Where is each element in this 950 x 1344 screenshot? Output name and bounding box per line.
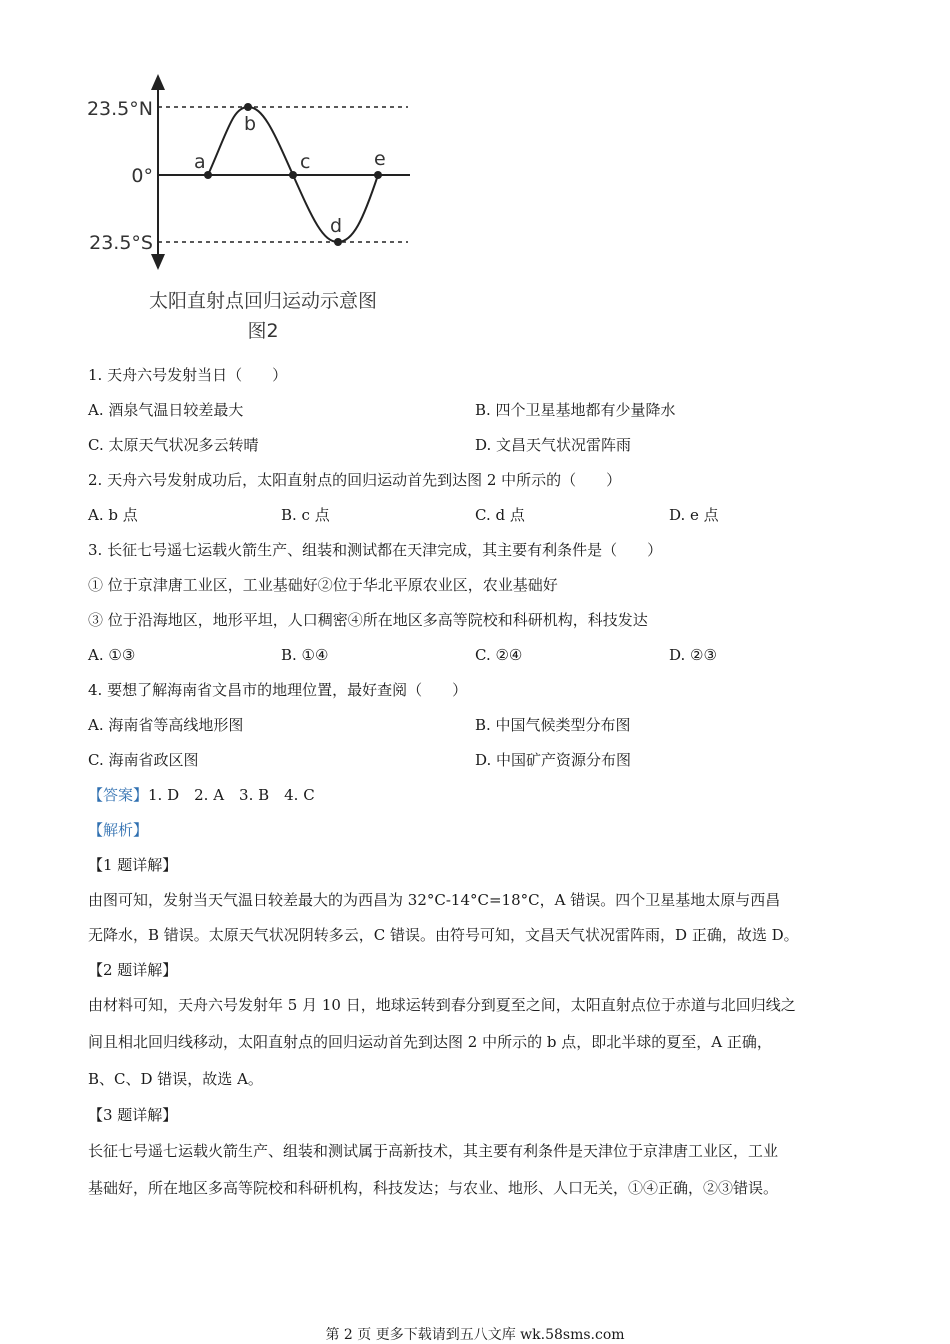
point-c [289, 171, 297, 179]
point-label-c: c [300, 151, 311, 173]
q3-option-a: A. ①③ [88, 646, 136, 664]
label-equator: 0° [131, 165, 153, 187]
analysis-tag: 【解析】 [88, 821, 149, 839]
analysis-q2-line-3: B、C、D 错误，故选 A。 [88, 1070, 263, 1088]
q4-option-a: A. 海南省等高线地形图 [88, 716, 244, 734]
analysis-q1-line-1: 由图可知，发射当天气温日较差最大的为西昌为 32°C-14°C=18°C，A 错误。四个卫星基地太原与西昌 [88, 891, 781, 909]
analysis-q3-line-1: 长征七号遥七运载火箭生产、组装和测试属于高新技术，其主要有利条件是天津位于京津唐工业区，工业 [88, 1142, 779, 1160]
q2-option-b: B. c 点 [281, 506, 330, 524]
point-label-a: a [194, 151, 206, 173]
analysis-q2-line-1: 由材料可知，天舟六号发射年 5 月 10 日，地球运转到春分到夏至之间，太阳直射点位于赤道与北回归线之 [88, 996, 796, 1014]
q1-option-a: A. 酒泉气温日较差最大 [88, 401, 244, 419]
q3-option-d: D. ②③ [669, 646, 717, 664]
point-e [374, 171, 382, 179]
figure-caption: 太阳直射点回归运动示意图 [148, 290, 377, 312]
axis-arrow-down [151, 254, 165, 270]
analysis-q1-title: 【1 题详解】 [88, 856, 178, 874]
q4-option-b: B. 中国气候类型分布图 [475, 716, 631, 734]
q3-statements-line-1: ① 位于京津唐工业区，工业基础好②位于华北平原农业区，农业基础好 [88, 576, 558, 594]
analysis-q3-title: 【3 题详解】 [88, 1106, 178, 1124]
question-1-stem: 1. 天舟六号发射当日（ ） [88, 366, 288, 384]
q2-option-a: A. b 点 [88, 506, 138, 524]
point-label-b: b [244, 113, 257, 135]
answer-line [88, 785, 315, 805]
page-footer: 第 2 页 更多下载请到五八文库 wk.58sms.com [325, 1327, 625, 1343]
q1-option-c: C. 太原天气状况多云转晴 [88, 436, 259, 454]
point-d [334, 238, 342, 246]
answer-text: 1. D 2. A 3. B 4. C [148, 786, 315, 804]
q3-statements-line-2: ③ 位于沿海地区，地形平坦，人口稠密④所在地区多高等院校和科研机构，科技发达 [88, 611, 648, 629]
question-3-stem: 3. 长征七号遥七运载火箭生产、组装和测试都在天津完成，其主要有利条件是（ ） [88, 541, 663, 559]
q1-option-d: D. 文昌天气状况雷阵雨 [475, 436, 632, 454]
subsolar-diagram [78, 70, 423, 285]
q2-option-d: D. e 点 [669, 506, 719, 524]
analysis-q2-title: 【2 题详解】 [88, 961, 178, 979]
analysis-q1-line-2: 无降水，B 错误。太原天气状况阴转多云，C 错误。由符号可知，文昌天气状况雷阵雨，D 正确，故选 D。 [88, 926, 799, 944]
q3-option-c: C. ②④ [475, 646, 523, 664]
point-label-d: d [330, 215, 343, 237]
axis-arrow-up [151, 74, 165, 90]
question-4-stem: 4. 要想了解海南省文昌市的地理位置，最好查阅（ ） [88, 681, 468, 699]
point-b [244, 103, 252, 111]
analysis-q2-line-2: 间且相北回归线移动，太阳直射点的回归运动首先到达图 2 中所示的 b 点，即北半球的夏至，A 正确， [88, 1033, 772, 1051]
figure-label: 图2 [247, 320, 279, 342]
label-23-5-n: 23.5°N [86, 98, 153, 120]
figure-subsolar-migration [78, 70, 423, 350]
q4-option-c: C. 海南省政区图 [88, 751, 199, 769]
question-2-stem: 2. 天舟六号发射成功后，太阳直射点的回归运动首先到达图 2 中所示的（ ） [88, 471, 622, 489]
answer-tag: 【答案】 [88, 786, 149, 804]
q3-option-b: B. ①④ [281, 646, 329, 664]
q1-option-b: B. 四个卫星基地都有少量降水 [475, 401, 676, 419]
label-23-5-s: 23.5°S [89, 232, 153, 254]
analysis-q3-line-2: 基础好，所在地区多高等院校和科研机构，科技发达；与农业、地形、人口无关，①④正确，②③错误。 [88, 1179, 779, 1197]
point-label-e: e [374, 148, 386, 170]
q4-option-d: D. 中国矿产资源分布图 [475, 751, 632, 769]
q2-option-c: C. d 点 [475, 506, 525, 524]
